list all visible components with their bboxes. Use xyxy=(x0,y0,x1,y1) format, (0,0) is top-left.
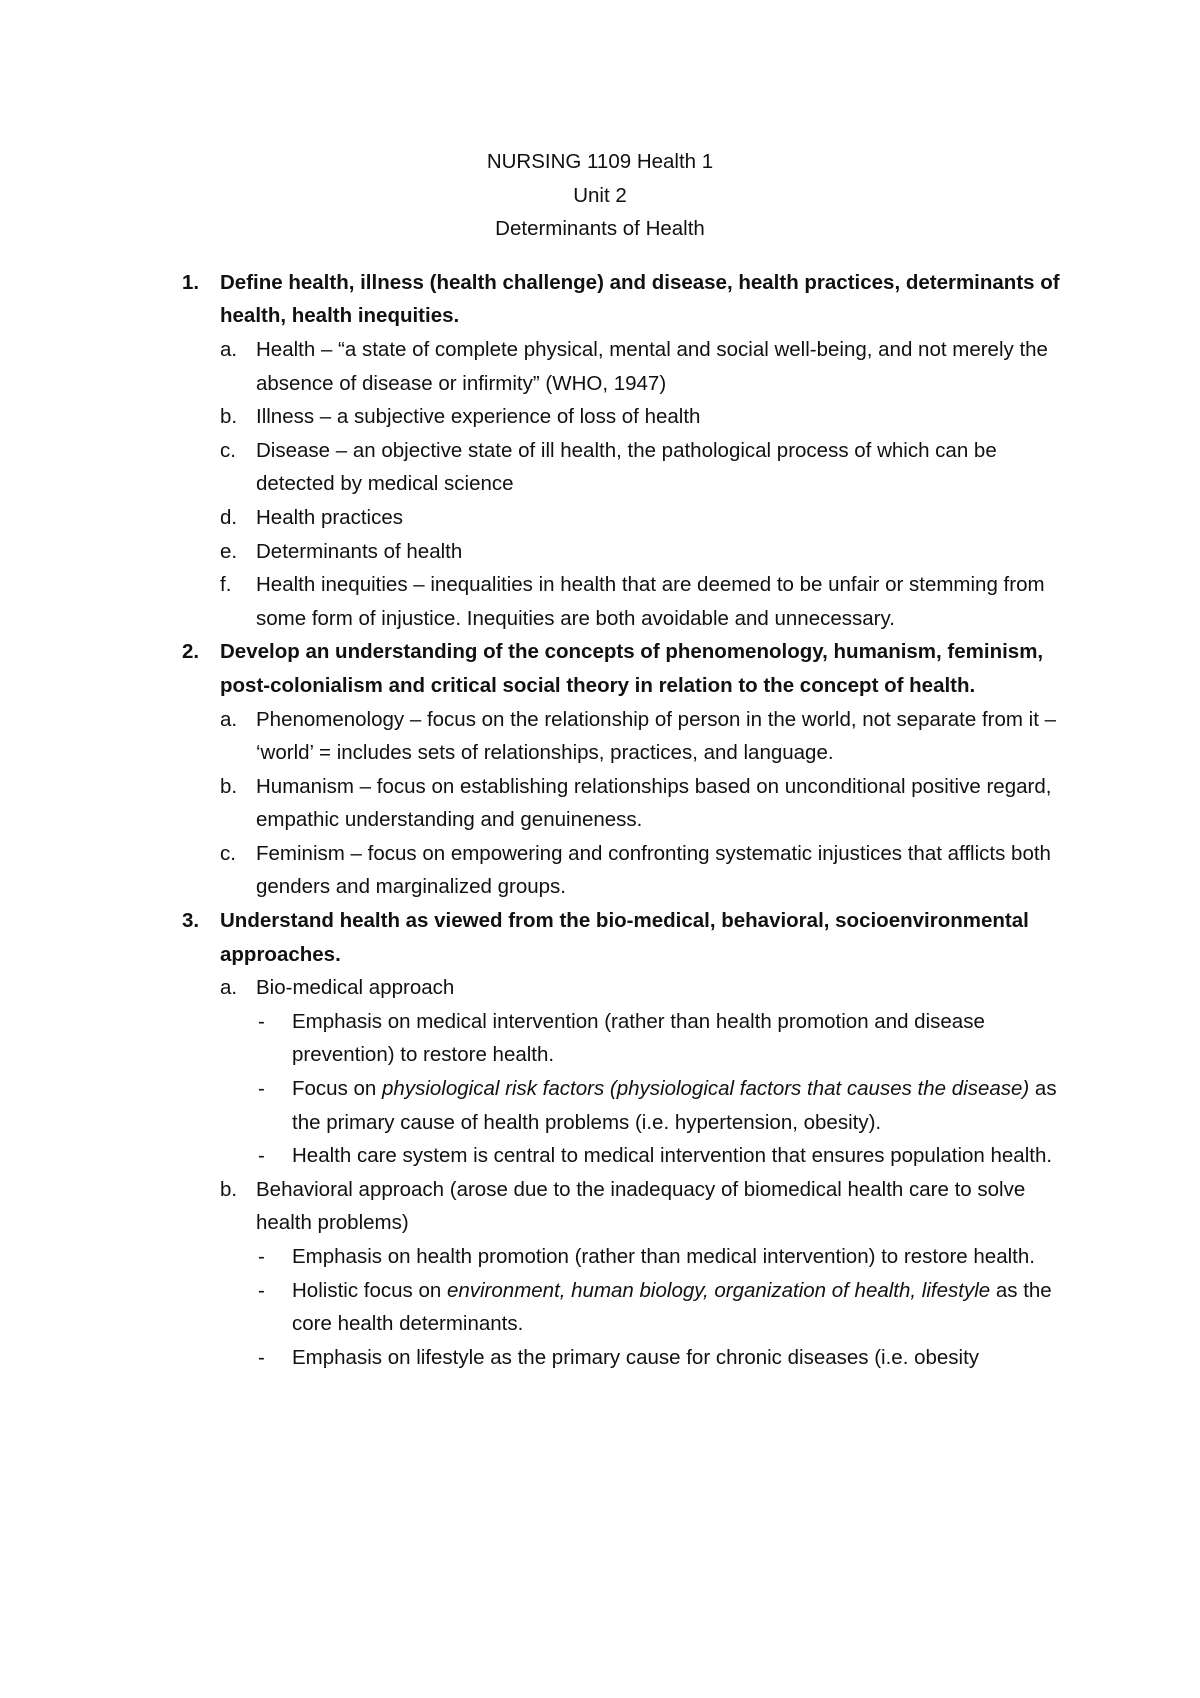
list-letter: a. xyxy=(220,976,238,1000)
dash-bullet: - xyxy=(258,1278,265,1302)
bullet-text-post: as the primary cause of health problems (i.e. hypertension, obesity). xyxy=(292,1077,1057,1134)
list-text: Disease – an objective state of ill health, the pathological process of which can be detected by medical science xyxy=(256,438,997,496)
bullet-item xyxy=(256,1072,1070,1139)
topic-title: Determinants of Health xyxy=(495,217,705,241)
dash-bullet: - xyxy=(258,1144,265,1168)
bullet-item xyxy=(256,1341,1070,1375)
bullet-item xyxy=(256,1139,1070,1173)
dash-bullet: - xyxy=(258,1009,265,1033)
bullet-text xyxy=(292,1274,1070,1341)
list-item xyxy=(220,434,1070,501)
bullet-text-emphasis: environment, human biology, organization of health, lifestyle xyxy=(446,1278,991,1302)
list-item xyxy=(220,971,1070,1005)
bullet-item xyxy=(256,1005,1070,1072)
document-header xyxy=(130,145,1070,246)
list-text: Health – “a state of complete physical, mental and social well-being, and not merely the absence of disease or infirmity” (WHO, 1947) xyxy=(256,337,1048,395)
list-item xyxy=(220,837,1070,904)
objective-number: 2. xyxy=(182,640,200,664)
list-item xyxy=(220,770,1070,837)
course-title: NURSING 1109 Health 1 xyxy=(486,150,714,173)
list-text: Illness – a subjective experience of loss of health xyxy=(256,405,701,429)
bullet-text-pre: Focus on xyxy=(292,1077,383,1101)
list-text: Health inequities – inequalities in health that are deemed to be unfair or stemming from some form of injustice. Inequities are both avoidable and unnecessary. xyxy=(256,573,1045,630)
objective-3 xyxy=(182,904,1070,971)
bullet-text-emphasis: physiological risk factors (physiological factors that causes the disease) xyxy=(382,1077,1030,1101)
list-letter: c. xyxy=(220,841,236,865)
bullet-text: Emphasis on lifestyle as the primary cause for chronic diseases (i.e. obesity xyxy=(292,1345,980,1369)
list-letter: a. xyxy=(220,707,238,731)
list-item xyxy=(220,400,1070,434)
list-letter: a. xyxy=(220,337,238,361)
list-text: Health practices xyxy=(256,505,403,529)
list-item xyxy=(220,333,1070,400)
dash-bullet: - xyxy=(258,1077,265,1101)
objective-2 xyxy=(182,635,1070,702)
list-item xyxy=(220,535,1070,569)
list-text: Determinants of health xyxy=(256,539,463,563)
bullet-item xyxy=(256,1274,1070,1341)
objective-number: 3. xyxy=(182,909,200,933)
list-letter: c. xyxy=(220,438,236,462)
dash-bullet: - xyxy=(258,1345,265,1369)
list-letter: b. xyxy=(220,405,238,429)
list-letter: b. xyxy=(220,1177,238,1201)
list-letter: e. xyxy=(220,539,238,563)
list-text: Humanism – focus on establishing relationships based on unconditional positive regard, empathic understanding and genuineness. xyxy=(256,774,1052,832)
objective-text: Develop an understanding of the concepts of phenomenology, humanism, feminism, post-colonialism and critical social theory in relation to the concept of health. xyxy=(220,640,1044,697)
bullet-text-pre: Holistic focus on xyxy=(292,1278,447,1302)
list-letter: d. xyxy=(220,505,238,529)
objective-text: Define health, illness (health challenge) and disease, health practices, determinants of health, health inequities. xyxy=(220,270,1060,328)
bullet-text-post: as the core health determinants. xyxy=(292,1278,1052,1336)
objective-1 xyxy=(182,266,1070,333)
list-item xyxy=(220,703,1070,770)
list-text: Phenomenology – focus on the relationship of person in the world, not separate from it – ‘world’ = includes sets of relationships, practices, and language. xyxy=(256,707,1056,765)
objective-number: 1. xyxy=(182,270,200,294)
objective-text: Understand health as viewed from the bio-medical, behavioral, socioenvironmental approaches. xyxy=(220,909,1029,966)
bullet-text: Emphasis on medical intervention (rather than health promotion and disease prevention) to restore health. xyxy=(292,1009,985,1067)
bullet-item xyxy=(256,1240,1070,1274)
list-letter: b. xyxy=(220,774,238,798)
list-item xyxy=(220,568,1070,635)
list-text: Feminism – focus on empowering and confronting systematic injustices that afflicts both genders and marginalized groups. xyxy=(256,841,1051,899)
list-item xyxy=(220,501,1070,535)
unit-title: Unit 2 xyxy=(573,183,627,207)
bullet-text: Health care system is central to medical intervention that ensures population health. xyxy=(292,1144,1053,1168)
list-text: Behavioral approach (arose due to the inadequacy of biomedical health care to solve health problems) xyxy=(256,1177,1026,1235)
list-text: Bio-medical approach xyxy=(256,976,455,1000)
list-letter: f. xyxy=(220,573,232,597)
bullet-text xyxy=(292,1072,1070,1139)
list-item xyxy=(220,1173,1070,1240)
dash-bullet: - xyxy=(258,1245,265,1268)
bullet-text: Emphasis on health promotion (rather than medical intervention) to restore health. xyxy=(292,1245,1035,1268)
